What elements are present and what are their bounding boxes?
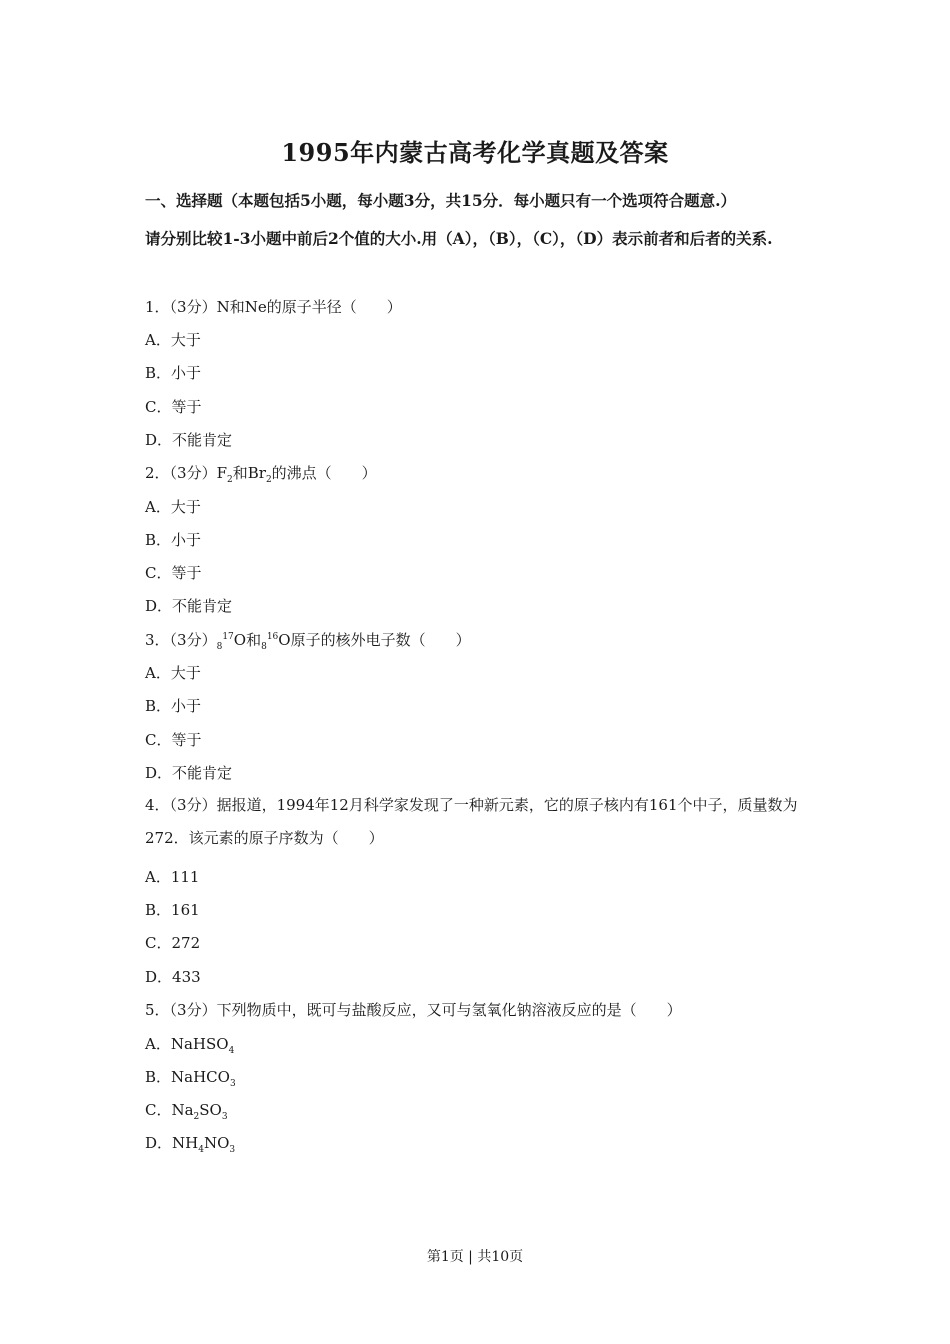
q3-text-post: O原子的核外电子数（ ）	[278, 631, 471, 649]
question-3-stem	[145, 630, 810, 650]
question-1-option-b: B．小于	[145, 364, 202, 382]
q2-text-mid: 和Br	[232, 464, 266, 482]
question-1-stem: 1．（3分）N和Ne的原子半径（ ）	[145, 298, 402, 316]
q3-isotope-a-sub: 8	[216, 642, 223, 652]
page-footer: 第1页 | 共10页	[426, 1249, 524, 1265]
question-1-option-c: C．等于	[145, 398, 202, 416]
question-4-stem: 4．（3分）据报道，1994年12月科学家发现了一种新元素，它的原子核内有161个中子，质量数为272．该元素的原子序数为（ ）	[145, 796, 798, 847]
q5-c-text-mid: SO	[199, 1101, 222, 1119]
question-3-option-d: D．不能肯定	[145, 764, 233, 782]
q2-subscript-1: 2	[227, 475, 233, 485]
question-3-option-c: C．等于	[145, 731, 202, 749]
q2-text-post: 的沸点（ ）	[271, 464, 377, 482]
question-1-option-a: A．大于	[145, 331, 201, 349]
q2-text-pre: 2．（3分）F	[145, 464, 227, 482]
q2-subscript-2: 2	[265, 475, 272, 485]
q5-c-text: C．Na	[145, 1101, 194, 1119]
q3-isotope-b-sub: 8	[261, 642, 267, 652]
question-3-option-a: A．大于	[145, 664, 201, 682]
q5-d-text: D．NH	[145, 1134, 199, 1152]
q3-isotope-a-sup: 17	[222, 632, 234, 642]
q5-a-text: A．NaHSO	[145, 1035, 229, 1053]
q3-isotope-a-text: O和	[233, 631, 262, 649]
question-5-option-c	[145, 1100, 810, 1120]
q5-b-text: B．NaHCO	[145, 1068, 230, 1086]
question-1-option-d: D．不能肯定	[145, 431, 233, 449]
question-5-option-d	[145, 1133, 810, 1153]
question-4-option-a: A．111	[145, 868, 200, 886]
question-4-option-c: C．272	[145, 934, 201, 952]
q5-c-sub-1: 2	[193, 1112, 200, 1122]
question-2-stem	[145, 463, 810, 483]
page-title: 1995年内蒙古高考化学真题及答案	[281, 138, 669, 167]
question-5-option-a	[145, 1034, 810, 1054]
instruction-text: 请分别比较1-3小题中前后2个值的大小.用（A），（B），（C），（D）表示前者和后者的关系.	[145, 229, 773, 248]
q3-isotope-b-sup: 16	[266, 632, 279, 642]
question-2-option-d: D．不能肯定	[145, 597, 233, 615]
question-2-option-a: A．大于	[145, 498, 201, 516]
section-heading: 一、选择题（本题包括5小题，每小题3分，共15分．每小题只有一个选项符合题意.）	[145, 191, 737, 210]
q5-d-sub-2: 3	[229, 1145, 236, 1155]
q3-text-pre: 3．（3分）	[145, 631, 217, 649]
question-4-option-d: D．433	[145, 968, 201, 986]
q5-b-sub: 3	[229, 1079, 236, 1089]
question-2-option-c: C．等于	[145, 564, 202, 582]
question-5-stem: 5．（3分）下列物质中，既可与盐酸反应，又可与氢氧化钠溶液反应的是（ ）	[145, 1001, 682, 1019]
question-2-option-b: B．小于	[145, 531, 202, 549]
q5-a-sub: 4	[228, 1046, 235, 1056]
question-5-option-b	[145, 1067, 810, 1087]
q5-d-sub-1: 4	[198, 1145, 204, 1155]
question-3-option-b: B．小于	[145, 697, 202, 715]
question-4-option-b: B．161	[145, 901, 200, 919]
q5-d-text-mid: NO	[203, 1134, 230, 1152]
q5-c-sub-2: 3	[221, 1112, 228, 1122]
